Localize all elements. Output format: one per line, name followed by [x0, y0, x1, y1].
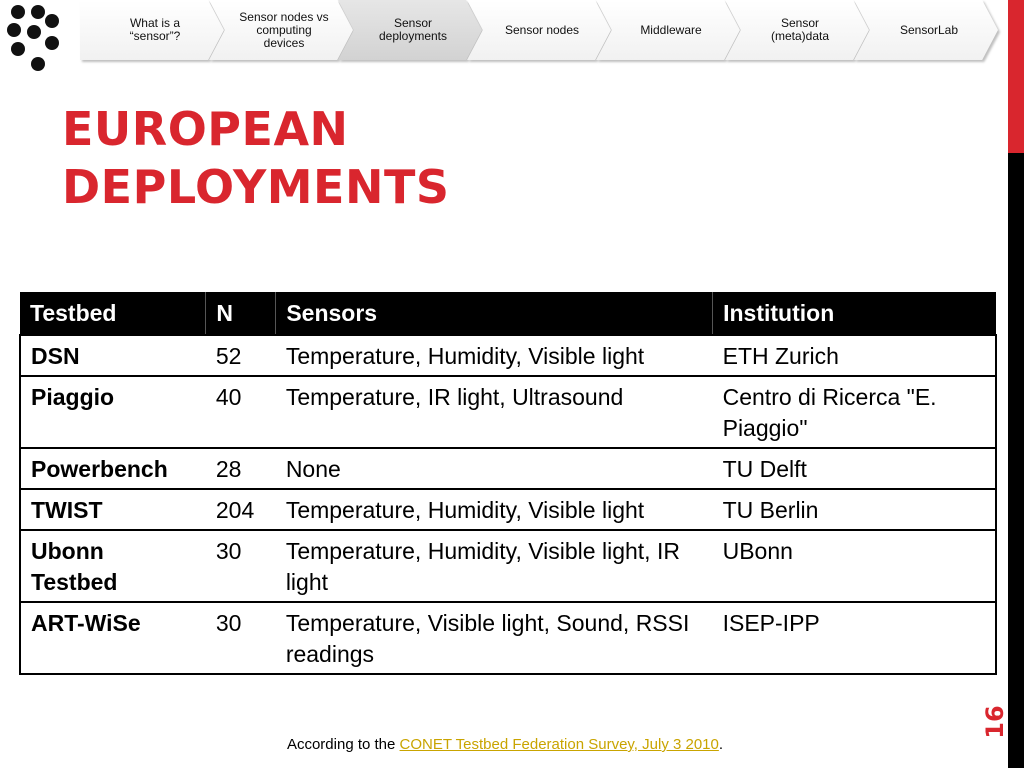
section-navigation — [80, 0, 1000, 60]
nav-item-middleware[interactable] — [596, 0, 740, 60]
nav-item-sensor-deployments[interactable] — [338, 0, 482, 60]
nav-item-sensor-nodes-vs-computing[interactable] — [209, 0, 353, 60]
nav-item-sensorlab[interactable] — [854, 0, 998, 60]
cell-sensors: Temperature, Humidity, Visible light, IR light — [276, 530, 713, 602]
footer-citation — [0, 736, 1010, 753]
cell-n: 30 — [206, 530, 276, 602]
column-header-testbed: Testbed — [20, 292, 206, 335]
table-row — [20, 530, 996, 602]
footer-suffix: . — [718, 736, 724, 753]
nav-item-sensor-metadata[interactable] — [725, 0, 869, 60]
cell-institution: Centro di Ricerca "E. Piaggio" — [713, 376, 996, 448]
footer-prefix: According to the — [286, 736, 400, 753]
table-row — [20, 448, 996, 489]
column-header-n: N — [206, 292, 276, 335]
nav-item-label: Sensor deployments — [378, 16, 448, 43]
slide-title — [62, 100, 622, 216]
nav-item-label: Sensor (meta)data — [770, 16, 830, 43]
table-row — [20, 602, 996, 674]
cell-testbed: DSN — [20, 335, 206, 376]
cell-n: 52 — [206, 335, 276, 376]
nav-item-what-is-a-sensor[interactable] — [80, 0, 224, 60]
cell-sensors: Temperature, Humidity, Visible light — [276, 335, 713, 376]
dots-logo-icon — [5, 3, 61, 71]
cell-institution: ETH Zurich — [713, 335, 996, 376]
cell-testbed: Ubonn Testbed — [20, 530, 206, 602]
cell-n: 204 — [206, 489, 276, 530]
cell-n: 30 — [206, 602, 276, 674]
nav-item-label: Sensor nodes vs computing devices — [239, 9, 329, 50]
cell-testbed: Piaggio — [20, 376, 206, 448]
table-row — [20, 489, 996, 530]
cell-testbed: ART-WiSe — [20, 602, 206, 674]
cell-n: 28 — [206, 448, 276, 489]
edge-bar-red — [1008, 0, 1024, 153]
table-row — [20, 335, 996, 376]
cell-sensors: Temperature, Humidity, Visible light — [276, 489, 713, 530]
column-header-institution: Institution — [713, 292, 996, 335]
table-row — [20, 376, 996, 448]
cell-institution: TU Berlin — [713, 489, 996, 530]
nav-item-label: What is a “sensor”? — [129, 16, 181, 43]
nav-item-label: Sensor nodes — [504, 22, 580, 37]
edge-bar-black — [1008, 153, 1024, 768]
table-header-row — [20, 292, 996, 335]
cell-testbed: Powerbench — [20, 448, 206, 489]
slide-title-line2: DEPLOYMENTS — [62, 160, 450, 214]
cell-sensors: Temperature, Visible light, Sound, RSSI readings — [276, 602, 713, 674]
survey-link[interactable]: CONET Testbed Federation Survey, July 3 2010 — [399, 736, 719, 753]
cell-sensors: Temperature, IR light, Ultrasound — [276, 376, 713, 448]
cell-institution: UBonn — [713, 530, 996, 602]
nav-item-sensor-nodes[interactable] — [467, 0, 611, 60]
cell-testbed: TWIST — [20, 489, 206, 530]
column-header-sensors: Sensors — [276, 292, 713, 335]
page-number: 16 — [981, 705, 1009, 739]
nav-item-label: Middleware — [640, 22, 702, 37]
slide-title-line1: EUROPEAN — [62, 102, 349, 156]
cell-sensors: None — [276, 448, 713, 489]
cell-institution: TU Delft — [713, 448, 996, 489]
nav-item-label: SensorLab — [899, 22, 959, 37]
cell-n: 40 — [206, 376, 276, 448]
cell-institution: ISEP-IPP — [713, 602, 996, 674]
deployments-table — [19, 292, 997, 675]
